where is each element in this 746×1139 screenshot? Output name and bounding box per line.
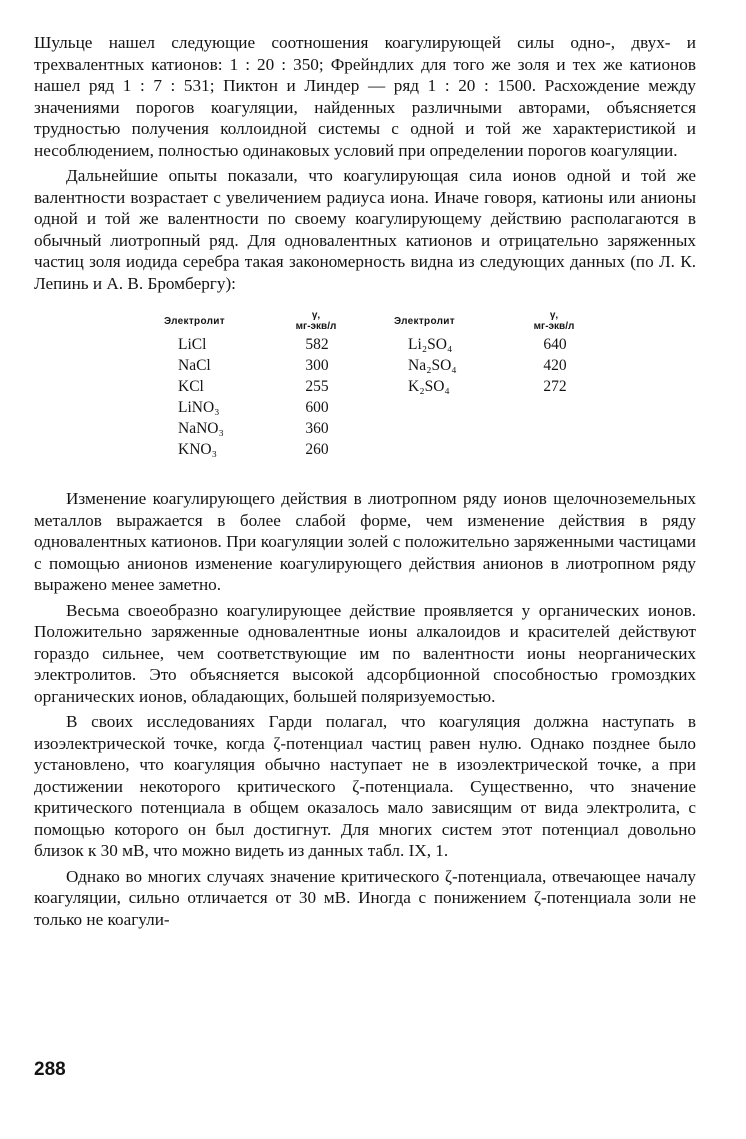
header-gamma: γ, (311, 310, 321, 321)
electrolyte-cell: Li₂SO₄ (408, 336, 453, 353)
header-unit: мг-экв/л (533, 321, 575, 332)
paragraph-schulze-ratios: Шульце нашел следующие соотношения коагулирующей силы одно-, двух- и трехвалентных катионов: 1 : 20 : 350; Фрейндлих для того же золя и тех же катионов нашел ряд 1 : 7 : 531; Пиктон и Линдер — ряд 1 : 20 : 1500. Расхождение между значениями порогов коагуляции, найденных различными авторами, объясняется трудностью получения коллоидной системы с одной и той же характеристикой и несоблюдением, полностью одинаковых условий при определении порогов коагуляции. (34, 33, 696, 160)
electrolyte-cell: LiCl (178, 336, 207, 353)
electrolyte-cell: Na₂SO₄ (408, 357, 457, 374)
header-threshold (514, 310, 594, 332)
threshold-cell: 300 (305, 357, 329, 374)
paragraph-ion-radius: Дальнейшие опыты показали, что коагулирующая сила ионов одной и той же валентности возрастает с увеличением радиуса иона. Иначе говоря, катионы или анионы одной и той же валентности по своему коагулирующему действию располагаются в обычный лиотропный ряд. Для одновалентных катионов и отрицательно заряженных частиц золя иодида серебра такая закономерность видна из следующих данных (по Л. К. Лепинь и А. В. Бромбергу): (34, 166, 696, 293)
header-electrolyte: Электролит (164, 315, 225, 327)
threshold-cell: 582 (305, 336, 329, 353)
electrolyte-cell: KCl (178, 378, 204, 395)
page-number: 288 (34, 1059, 66, 1080)
threshold-cell: 360 (305, 420, 329, 437)
header-threshold (276, 310, 356, 332)
header-electrolyte: Электролит (394, 315, 455, 327)
threshold-cell: 260 (305, 441, 329, 458)
header-gamma: γ, (549, 310, 559, 321)
paragraph-exceptions: Однако во многих случаях значение критического ζ-потенциала, отвечающее началу коагуляции, сильно отличается от 30 мВ. Иногда с понижением ζ-потенциала золи не только не коагули- (34, 866, 696, 929)
coagulation-threshold-tables (34, 302, 696, 468)
paragraph-organic-ions: Весьма своеобразно коагулирующее действие проявляется у органических ионов. Положительно заряженные одновалентные ионы алкалоидов и красителей действуют гораздо сильнее, чем соответствующие им по валентности ионы неорганических электролитов. Это объясняется высокой адсорбционной способностью громоздких органических ионов, обладающих, большей поляризуемостью. (34, 600, 696, 706)
threshold-cell: 255 (305, 378, 329, 395)
paragraph-alkaline-earth: Изменение коагулирующего действия в лиотропном ряду ионов щелочноземельных металлов выражается в более слабой форме, чем изменение действия в ряду одновалентных катионов. При коагуляции золей с положительно заряженными частицами с помощью анионов изменение коагулирующего действия анионов в лиотропном ряду выражено менее заметно. (34, 489, 696, 594)
electrolyte-cell: KNO₃ (178, 441, 217, 458)
header-unit: мг-экв/л (295, 321, 337, 332)
threshold-cell: 420 (543, 357, 567, 374)
electrolyte-cell: LiNO₃ (178, 399, 220, 416)
paragraph-critical-potential: В своих исследованиях Гарди полагал, что коагуляция должна наступать в изоэлектрической точке, когда ζ-потенциал частиц равен нулю. Однако позднее было установлено, что коагуляция обычно наступает не в изоэлектрической точке, а при достижении некоторого критического ζ-потенциала. Существенно, что значение критического потенциала в общем оказалось мало зависящим от вида электролита, с помощью которого он был достигнут. Для многих систем этот потенциал довольно близок к 30 мВ, что можно видеть из данных табл. IX, 1. (34, 712, 696, 860)
threshold-cell: 600 (305, 399, 329, 416)
electrolyte-cell: NaNO₃ (178, 420, 224, 437)
threshold-cell: 272 (543, 378, 567, 395)
threshold-cell: 640 (543, 336, 567, 353)
electrolyte-cell: K₂SO₄ (408, 378, 450, 395)
electrolyte-cell: NaCl (178, 357, 211, 374)
page-body (34, 32, 696, 930)
